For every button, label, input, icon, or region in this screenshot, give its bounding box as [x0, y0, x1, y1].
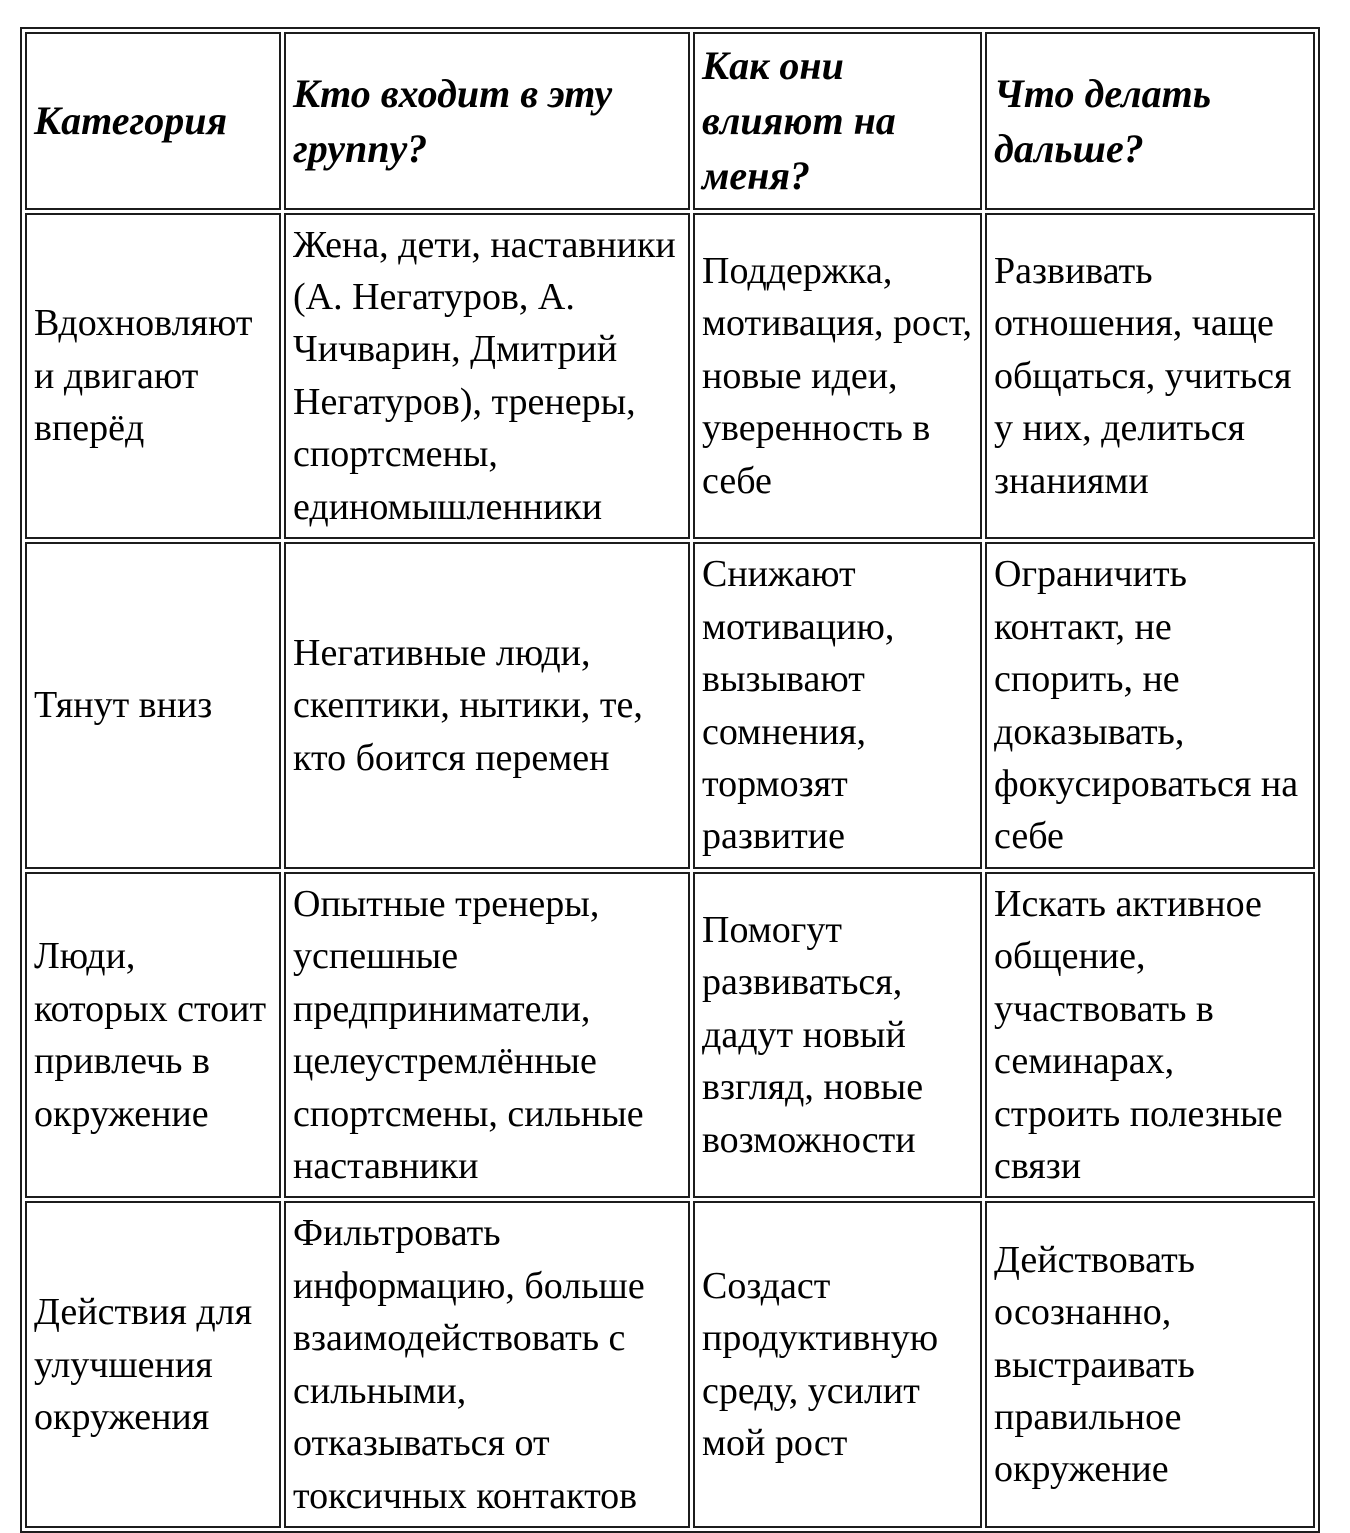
cell-influence: Снижают мотивацию, вызывают сомнения, тормозят развитие	[693, 542, 982, 869]
cell-influence: Поддержка, мотивация, рост, новые идеи, уверенность в себе	[693, 213, 982, 540]
cell-influence: Создаст продуктивную среду, усилит мой рост	[693, 1201, 982, 1528]
cell-action: Ограничить контакт, не спорить, не доказывать, фокусироваться на себе	[985, 542, 1315, 869]
table-row	[25, 1201, 1315, 1528]
cell-action: Развивать отношения, чаще общаться, учиться у них, делиться знаниями	[985, 213, 1315, 540]
cell-who: Опытные тренеры, успешные предприниматели, целеустремлённые спортсмены, сильные наставники	[284, 872, 690, 1199]
cell-influence: Помогут развиваться, дадут новый взгляд, новые возможности	[693, 872, 982, 1199]
table-row	[25, 213, 1315, 540]
cell-who: Негативные люди, скептики, нытики, те, кто боится перемен	[284, 542, 690, 869]
header-influence: Как они влияют на меня?	[693, 32, 982, 210]
cell-category: Люди, которых стоит привлечь в окружение	[25, 872, 281, 1199]
cell-who: Фильтровать информацию, больше взаимодействовать с сильными, отказываться от токсичных контактов	[284, 1201, 690, 1528]
cell-who: Жена, дети, наставники (А. Негатуров, А. Чичварин, Дмитрий Негатуров), тренеры, спортсмены, единомышленники	[284, 213, 690, 540]
cell-action: Искать активное общение, участвовать в семинарах, строить полезные связи	[985, 872, 1315, 1199]
environment-table	[20, 27, 1320, 1533]
cell-category: Действия для улучшения окружения	[25, 1201, 281, 1528]
table-row	[25, 542, 1315, 869]
header-row	[25, 32, 1315, 210]
cell-action: Действовать осознанно, выстраивать правильное окружение	[985, 1201, 1315, 1528]
cell-category: Тянут вниз	[25, 542, 281, 869]
table-row	[25, 872, 1315, 1199]
header-category: Категория	[25, 32, 281, 210]
header-who: Кто входит в эту группу?	[284, 32, 690, 210]
header-action: Что делать дальше?	[985, 32, 1315, 210]
cell-category: Вдохновляют и двигают вперёд	[25, 213, 281, 540]
